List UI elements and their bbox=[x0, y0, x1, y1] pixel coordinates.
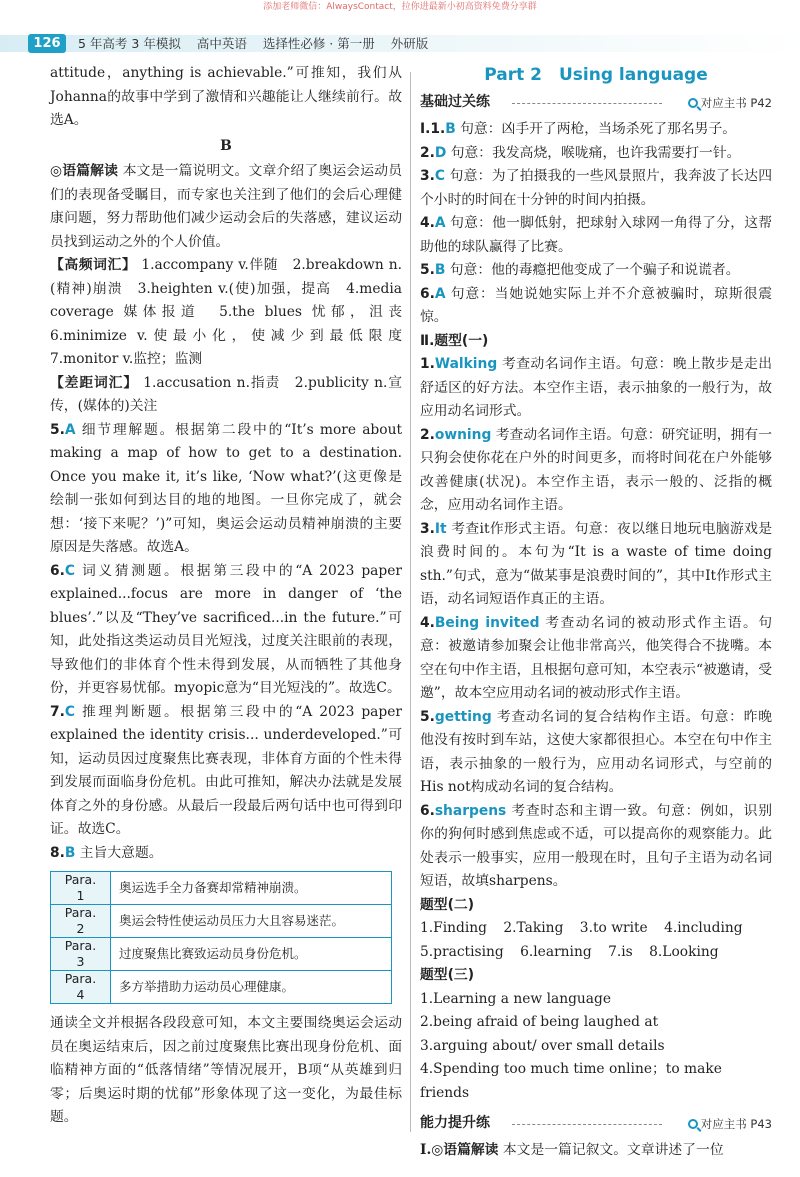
answer-item bbox=[420, 142, 772, 166]
section-letter: B bbox=[220, 137, 232, 154]
answer-number: 1. bbox=[430, 121, 446, 137]
answer-text: 6.learning bbox=[520, 943, 592, 960]
vocab-high-label: 【高频词汇】 bbox=[50, 257, 137, 273]
answer-item bbox=[420, 212, 772, 259]
answer-key: sharpens bbox=[434, 802, 507, 819]
answer-item bbox=[50, 560, 402, 701]
column-divider bbox=[410, 72, 411, 1132]
answer-item bbox=[420, 612, 772, 706]
type3-item: 3.arguing about/ over small details bbox=[420, 1037, 665, 1054]
answer-text: 词义猜测题。根据第三段中的“A 2023 paper explained...focus are more in danger of ‘the blues’.”以及“They’ve sacrificed...in the future.”可知，此处指这类运动员目光短浅，过度关注眼前的表现，导致他们的非体育个性未得到发展，从而牺牲了其他身份，并更容易忧郁。myopic意为“目光短浅的”。故选C。 bbox=[50, 562, 402, 696]
type1-label: Ⅱ.题型(一) bbox=[420, 332, 489, 349]
book-reference-text: 对应主书 P42 bbox=[700, 96, 772, 110]
group-label: Ⅰ. bbox=[420, 121, 431, 137]
right-column bbox=[420, 62, 772, 1163]
answer-item bbox=[420, 800, 772, 894]
search-icon bbox=[688, 1119, 698, 1129]
answer-key: D bbox=[434, 144, 447, 161]
answer-text: 考查动名词的被动形式作主语。句意：被邀请参加聚会让他非常高兴，他笑得合不拢嘴。本空在句中作主语，且根据句意可知，本空表示“被邀请，受邀”，故本空应用动名词的被动形式作主语。 bbox=[420, 614, 773, 701]
table-cell-key: Para. 3 bbox=[51, 938, 111, 971]
answer-item bbox=[420, 283, 772, 330]
table-row bbox=[51, 905, 392, 938]
search-icon bbox=[688, 98, 698, 108]
vocab-high-text: 1.accompany v.伴随 2.breakdown n.(精神)崩溃 3.heighten v.(使)加强，提高 4.media coverage 媒体报道 5.the blues 忧郁，沮丧 6.minimize v.使最小化，使减少到最低限度 7.monitor v.监控；监测 bbox=[50, 257, 416, 367]
answer-number: 4. bbox=[420, 614, 435, 631]
section-title: 基础过关练 bbox=[420, 91, 496, 113]
answer-number: 6. bbox=[50, 562, 65, 579]
page-number: 126 bbox=[28, 34, 66, 53]
reading-analysis bbox=[420, 1139, 772, 1163]
dashed-rule bbox=[512, 103, 662, 104]
section-title: 能力提升练 bbox=[420, 1112, 496, 1134]
type3-label: 题型(三) bbox=[420, 967, 475, 983]
answer-number: 3. bbox=[420, 520, 435, 537]
answer-key: C bbox=[64, 703, 75, 720]
answer-text: 2.Taking bbox=[503, 920, 564, 936]
book-reference bbox=[688, 90, 772, 116]
answer-item bbox=[420, 518, 772, 612]
reading-analysis bbox=[50, 160, 402, 254]
table-cell-key: Para. 2 bbox=[51, 905, 111, 938]
answer-number: 4. bbox=[420, 215, 435, 231]
table-cell-value: 奥运选手全力备赛却常精神崩溃。 bbox=[111, 872, 392, 905]
conclusion-paragraph: 通读全文并根据各段段意可知，本文主要围绕奥运会运动员在奥运结束后，因之前过度聚焦比赛出现身份危机、面临精神方面的“低落情绪”等情况展开，B项“从英雄到归零；后奥运时期的忧郁”形象体现了这一变化，为最佳标题。 bbox=[50, 1015, 402, 1125]
table-row bbox=[51, 872, 392, 905]
answer-key: B bbox=[434, 262, 446, 278]
dashed-rule bbox=[512, 1124, 662, 1125]
answer-number: 2. bbox=[420, 144, 435, 161]
answer-text: 3.to write bbox=[579, 920, 648, 936]
answer-text: 4.including bbox=[664, 920, 743, 936]
watermark: 添加老师微信：AlwaysContact，拉你进最新小初高资料免费分享群 bbox=[263, 2, 537, 12]
answer-text: 句意：凶手开了两枪，当场杀死了那名男子。 bbox=[460, 121, 737, 137]
answer-text: 考查动名词的复合结构作主语。句意：昨晚他没有按时到车站，这使大家都很担心。本空在句中作主语，表示抽象的一般行为，应用动名词形式，与空前的His not构成动名词的复合结构。 bbox=[420, 708, 773, 795]
answer-number: 5. bbox=[420, 708, 435, 725]
table-cell-value: 过度聚焦比赛致运动员身份危机。 bbox=[111, 938, 392, 971]
type3-item: 2.being afraid of being laughed at bbox=[420, 1014, 659, 1030]
answer-item bbox=[420, 118, 772, 142]
answer-number: 2. bbox=[420, 426, 435, 443]
answer-text: 8.Looking bbox=[649, 943, 719, 960]
section-header-basic bbox=[420, 90, 772, 116]
table-cell-key: Para. 1 bbox=[51, 872, 111, 905]
answer-item bbox=[420, 259, 772, 283]
answer-number: 6. bbox=[420, 802, 435, 819]
vocab-gap bbox=[50, 372, 402, 419]
table-cell-value: 多方举措助力运动员心理健康。 bbox=[111, 971, 392, 1004]
answer-text: 考查时态和主谓一致。句意：例如，识别你的狗何时感到焦虑或不适，可以提高你的观察能力。此处表示一般事实，应用一般现在时，且句子主语为动名词短语，故填sharpens。 bbox=[420, 802, 772, 889]
answer-key: B bbox=[64, 844, 76, 861]
part-title: Part 2 Using language bbox=[484, 65, 708, 85]
answer-item bbox=[420, 165, 772, 212]
answer-key: C bbox=[64, 562, 75, 579]
paragraph-summary-table bbox=[50, 871, 392, 1004]
answer-item bbox=[420, 424, 772, 518]
type3-item: 1.Learning a new language bbox=[420, 990, 612, 1007]
answer-text: 5.practising bbox=[420, 943, 504, 960]
answer-key: Being invited bbox=[434, 614, 540, 631]
answer-number: 5. bbox=[420, 262, 435, 278]
table-row bbox=[51, 971, 392, 1004]
answer-number: 1. bbox=[420, 356, 435, 372]
header-item: 选择性必修 · 第一册 bbox=[262, 36, 375, 51]
answer-item bbox=[420, 353, 772, 424]
answer-key: getting bbox=[434, 708, 492, 725]
reading-label: ◎语篇解读 bbox=[50, 163, 119, 179]
type2-line bbox=[420, 917, 772, 941]
header-item: 高中英语 bbox=[196, 36, 247, 51]
type2-label: 题型(二) bbox=[420, 896, 475, 913]
header-title bbox=[78, 35, 440, 52]
answer-number: 8. bbox=[50, 844, 65, 861]
book-reference bbox=[688, 1111, 772, 1137]
answer-text: 句意：他的毒瘾把他变成了一个骗子和说谎者。 bbox=[449, 262, 740, 278]
reading-text: 本文是一篇说明文。文章介绍了奥运会运动员们的表现备受瞩目，而专家也关注到了他们的会后心理健康问题，努力帮助他们减少运动会后的失落感，建议运动员找到运动之外的个人价值。 bbox=[50, 163, 403, 250]
answer-key: It bbox=[434, 520, 447, 537]
answer-text: 推理判断题。根据第三段中的“A 2023 paper explained the identity crisis... underdeveloped.”可知，运动员因过度聚焦比赛表现，非体育方面的个性未得到发展而面临身份危机。由此可推知，解决办法就是发展体育之外的身份感。从最后一段最后两句话中也可得到印证。故选C。 bbox=[50, 703, 402, 837]
answer-item bbox=[420, 706, 772, 800]
reading-text: 本文是一篇记叙文。文章讲述了一位 bbox=[502, 1142, 724, 1158]
answer-key: owning bbox=[434, 426, 492, 443]
page-header bbox=[0, 31, 800, 55]
answer-text: 句意：为了拍摄我的一些风景照片，我奔波了长达四个小时的时间在十分钟的时间内拍摄。 bbox=[420, 168, 773, 208]
header-item: 5 年高考 3 年模拟 bbox=[78, 36, 181, 51]
vocab-high bbox=[50, 254, 416, 372]
table-cell-key: Para. 4 bbox=[51, 971, 111, 1004]
answer-item bbox=[50, 701, 402, 842]
answer-text: 考查it作形式主语。句意：夜以继日地玩电脑游戏是浪费时间的。本句为“It is a waste of time doing sth.”句式，意为“做某事是浪费时间的”，其中It作形式主语，动名词短语作真正的主语。 bbox=[420, 520, 772, 607]
answer-text: 1.Finding bbox=[420, 920, 487, 936]
table-cell-value: 奥运会特性使运动员压力大且容易迷茫。 bbox=[111, 905, 392, 938]
answer-number: 5. bbox=[50, 421, 65, 438]
answer-number: 3. bbox=[420, 168, 435, 184]
answer-key: A bbox=[434, 215, 446, 231]
answer-number: 6. bbox=[420, 285, 435, 302]
type3-item: 4.Spending too much time online；to make friends bbox=[420, 1061, 722, 1101]
left-column bbox=[50, 62, 416, 1130]
answer-text: 句意：我发高烧，喉咙痛，也许我需要打一针。 bbox=[450, 144, 741, 161]
answer-key: A bbox=[434, 285, 446, 302]
vocab-gap-label: 【差距词汇】 bbox=[50, 374, 138, 391]
answer-text: 7.is bbox=[608, 943, 633, 960]
intro-paragraph: attitude，anything is achievable.”可推知，我们从Johanna的故事中学到了激情和兴趣能让人继续前行。故选A。 bbox=[50, 65, 402, 128]
vocab-gap-text: 1.accusation n.指责 2.publicity n.宣传，(媒体的)关注 bbox=[50, 374, 403, 414]
answer-text: 主旨大意题。 bbox=[79, 844, 163, 861]
answer-text: 考查动名词作主语。句意：晚上散步是走出舒适区的好方法。本空作主语，表示抽象的一般行为，故应用动名词形式。 bbox=[420, 356, 773, 419]
answer-text: 细节理解题。根据第二段中的“It’s more about making a map of how to get to a destination. Once you make it, it’s like, ‘Now what?’(这更像是绘制一张如何到达目的地的地图。一旦你完成了，就会想：‘接下来呢？’)”可知，奥运会运动员精神崩溃的主要原因是失落感。故选A。 bbox=[50, 421, 402, 555]
type2-line bbox=[420, 941, 772, 965]
answer-text: 考查动名词作主语。句意：研究证明，拥有一只狗会使你花在户外的时间更多，而将时间花在户外能够改善健康(状况)。本空作主语，表示一般的、泛指的概念，应用动名词作主语。 bbox=[420, 426, 772, 513]
answer-key: A bbox=[64, 421, 76, 438]
table-row bbox=[51, 938, 392, 971]
book-reference-text: 对应主书 P43 bbox=[700, 1117, 772, 1131]
answer-item bbox=[50, 842, 402, 866]
answer-key: B bbox=[445, 121, 456, 137]
answer-number: 7. bbox=[50, 703, 65, 720]
header-item: 外研版 bbox=[390, 36, 429, 51]
reading-label: Ⅰ.◎语篇解读 bbox=[420, 1142, 499, 1158]
section-header-advanced bbox=[420, 1111, 772, 1137]
answer-key: C bbox=[434, 168, 445, 184]
answer-text: 句意：他一脚低射，把球射入球网一角得了分，这帮助他的球队赢得了比赛。 bbox=[420, 215, 772, 255]
answer-key: Walking bbox=[434, 356, 498, 372]
answer-item bbox=[50, 419, 402, 560]
answer-text: 句意：当她说她实际上并不介意被骗时，琼斯很震惊。 bbox=[420, 285, 772, 325]
